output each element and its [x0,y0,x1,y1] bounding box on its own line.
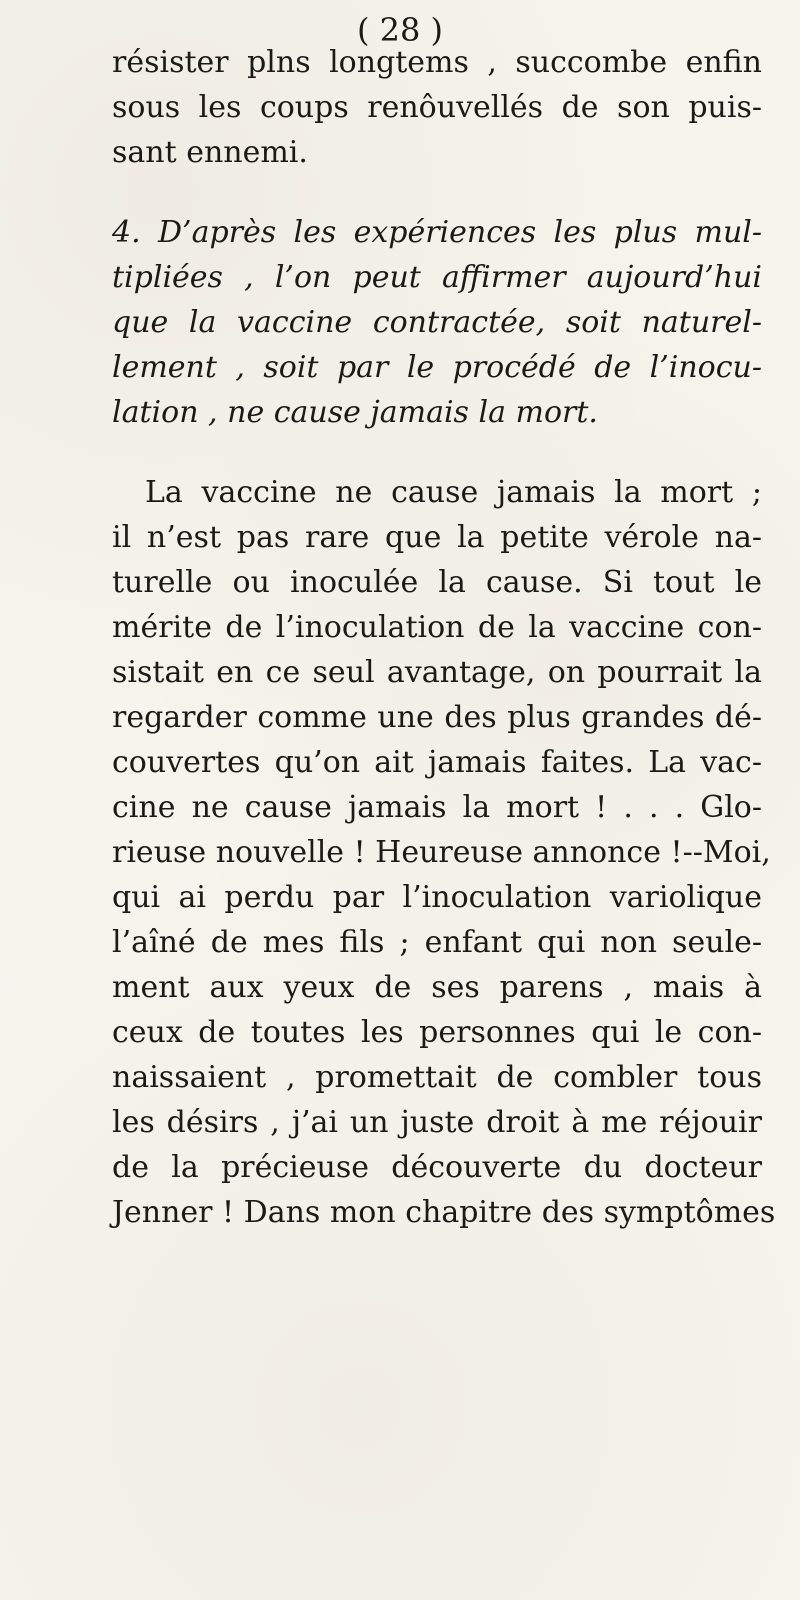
text-line: sous les coups renôuvellés de son puis- [112,90,762,125]
text-line: ment aux yeux de ses parens , mais à [112,970,762,1005]
text-line: ceux de toutes les personnes qui le con- [112,1015,762,1050]
paragraph-gap [112,175,762,210]
text-line: l’aîné de mes fils ; enfant qui non seule- [112,925,762,960]
text-line: lement , soit par le procédé de l’inocu- [112,350,762,385]
text-line: lation , ne cause jamais la mort. [112,395,598,430]
page-number: ( 28 ) [356,11,444,49]
text-line: Jenner ! Dans mon chapitre des symptômes [112,1195,776,1230]
paragraph-gap [112,435,762,470]
text-line: il n’est pas rare que la petite vérole na- [112,520,762,555]
text-line: regarder comme une des plus grandes dé- [112,700,762,735]
text-line: que la vaccine contractée, soit naturel- [112,305,762,340]
text-line: rieuse nouvelle ! Heureuse annonce !--Moi, [112,835,771,870]
text-line: sant ennemi. [112,135,308,170]
text-line: couvertes qu’on ait jamais faites. La vac- [112,745,762,780]
text-line: qui ai perdu par l’inoculation variolique [112,880,762,915]
text-line: les désirs , j’ai un juste droit à me réjouir [112,1105,762,1140]
text-line: sistait en ce seul avantage, on pourrait la [112,655,762,690]
text-line: cine ne cause jamais la mort ! . . . Glo- [112,790,762,825]
text-line: La vaccine ne cause jamais la mort ; [145,475,762,510]
text-line: 4. D’après les expériences les plus mul- [112,215,762,250]
text-line: résister plns longtems , succombe enfin [112,45,762,80]
text-line: de la précieuse découverte du docteur [112,1150,762,1185]
text-line: turelle ou inoculée la cause. Si tout le [112,565,762,600]
text-line: mérite de l’inoculation de la vaccine con- [112,610,762,645]
text-line: naissaient , promettait de combler tous [112,1060,762,1095]
page-text [112,40,776,1235]
text-line: tipliées , l’on peut affirmer aujourd’hui [112,260,762,295]
